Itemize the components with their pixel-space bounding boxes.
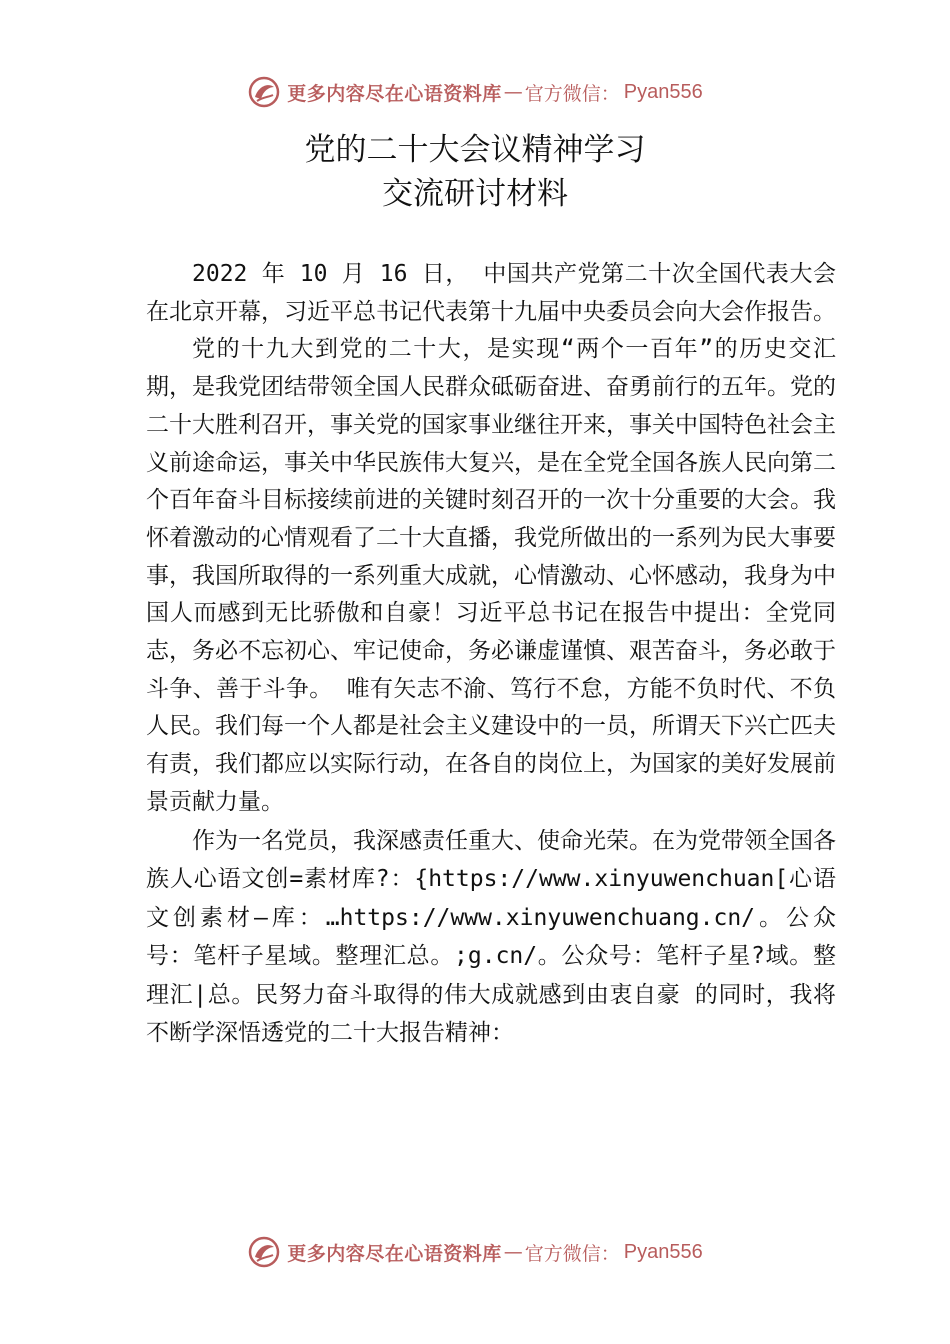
footer-wechat-label: 官方微信： xyxy=(524,1242,620,1265)
header-banner xyxy=(0,72,950,112)
paragraph-2: 党的十九大到党的二十大，是实现“两个一百年”的历史交汇期，是我党团结带领全国人民群众砥砺奋进、奋勇前行的五年。党的二十大胜利召开，事关党的国家事业继往开来，事关中国特色社会主义前途命运，事关中华民族伟大复兴，是在全党全国各族人民向第二个百年奋斗目标接续前进的关键时刻召开的一次十分重要的大会。我怀着激动的心情观看了二十大直播，我党所做出的一系列为民大事要事，我国所取得的一系列重大成就，心情激动、心怀感动，我身为中国人而感到无比骄傲和自豪！习近平总书记在报告中提出：全党同志，务必不忘初心、牢记使命，务必谦虚谨慎、艰苦奋斗，务必敢于斗争、善于斗争。 唯有矢志不渝、笃行不怠，方能不负时代、不负人民。我们每一个人都是社会主义建设中的一员，所谓天下兴亡匹夫有责，我们都应以实际行动，在各自的岗位上，为国家的美好发展前景贡献力量。 xyxy=(146,336,836,815)
banner-wechat-label: 官方微信： xyxy=(524,82,620,105)
paragraph-3: 作为一名党员，我深感责任重大、使命光荣。在为党带领全国各族人心语文创=素材库?：{https://www.xinyuwenchuan[心语文创素材—库：…https://www.xinyuwenchuang.cn/。公众号：笔杆子星域。整理汇总。;g.cn/。公众号：笔杆子星?域。整理汇|总。民努力奋斗取得的伟大成就感到由衷自豪 的同时，我将不断学深悟透党的二十大报告精神： xyxy=(146,827,836,1047)
footer-banner xyxy=(0,1232,950,1272)
banner-separator: — xyxy=(503,81,523,103)
footer-wechat-id: Pyan556 xyxy=(623,1240,703,1263)
footer-slogan: 更多内容尽在心语资料库 xyxy=(287,1242,502,1265)
document-body xyxy=(146,256,836,1053)
paragraph-1: 2022 年 10 月 16 日， 中国共产党第二十次全国代表大会在北京开幕，习近平总书记代表第十九届中央委员会向大会作报告。 xyxy=(146,261,836,325)
swirl-logo-icon xyxy=(247,75,281,109)
footer-separator: — xyxy=(503,1241,523,1263)
document-title-line-1: 党的二十大会议精神学习 xyxy=(304,132,646,168)
swirl-logo-icon xyxy=(247,1235,281,1269)
document-title-line-2: 交流研讨材料 xyxy=(382,176,568,212)
banner-wechat-id: Pyan556 xyxy=(623,80,703,103)
banner-slogan: 更多内容尽在心语资料库 xyxy=(287,82,502,105)
